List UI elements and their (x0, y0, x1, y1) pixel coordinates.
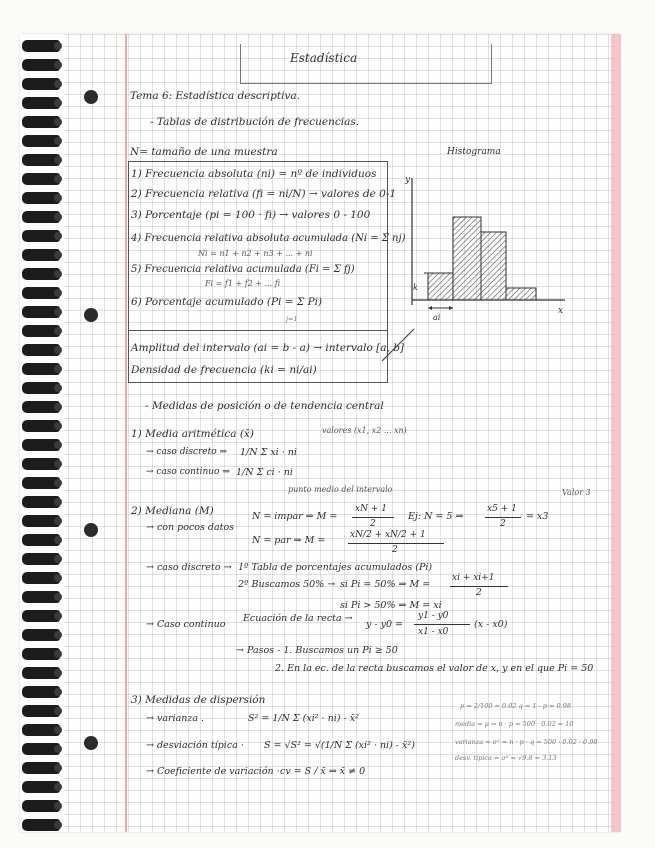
coeficiente-formula: cv = S / x̄ ⇒ x̄ ≠ 0 (280, 766, 366, 777)
caso-discreto-label: → caso discreto ⇒ (146, 447, 228, 457)
spiral-coil (22, 97, 60, 109)
pasos-step2: 2. En la ec. de la recta buscamos el valor de x, y en el que Pi = 50 (275, 663, 594, 674)
ecuacion-frac-top: y1 - y0 (418, 611, 449, 621)
caso-continuo-label: → caso continuo ⇒ (146, 467, 230, 477)
spiral-coil (22, 800, 60, 812)
spiral-coil (22, 401, 60, 413)
item-porcentaje-acumulado: 6) Porcentaje acumulado (Pi = Σ Pi) (131, 296, 323, 308)
spiral-coil (22, 382, 60, 394)
item-frecuencia-relativa-acumulada: 5) Frecuencia relativa acumulada (Fi = Σ fj) (131, 264, 355, 275)
page-edge (611, 34, 621, 832)
spiral-coil (22, 40, 60, 52)
impar-frac-top: xN + 1 (355, 504, 387, 514)
spiral-coil (22, 572, 60, 584)
histogram-k-label: k (413, 283, 418, 292)
spiral-coil (22, 116, 60, 128)
spiral-coil (22, 743, 60, 755)
amplitud-line: Amplitud del intervalo (ai = b - a) → intervalo [a, b] (131, 342, 405, 354)
spiral-coil (22, 344, 60, 356)
mediana-title: 2) Mediana (M) (131, 505, 214, 517)
spiral-coil (22, 515, 60, 527)
spiral-coil (22, 287, 60, 299)
desviacion-label: → desviación típica · (146, 740, 244, 751)
sub-formula-ni: Ni = n1 + n2 + n3 + ... + ni (198, 249, 313, 258)
spiral-coil (22, 781, 60, 793)
spiral-coil (22, 496, 60, 508)
histogram-y-label: y (405, 175, 411, 185)
si1-label: si Pi = 50% ⇒ M = (340, 579, 431, 590)
side-note: p = 2/100 = 0.02 q = 1 - p = 0.98 (460, 702, 572, 710)
tema-heading: Tema 6: Estadística descriptiva. (130, 90, 300, 102)
item-porcentaje: 3) Porcentaje (pi = 100 · fi) → valores 0 - 100 (131, 209, 371, 221)
spiral-coil (22, 173, 60, 185)
continuo-title: → Caso continuo (146, 619, 226, 630)
pointer-arrow (380, 325, 420, 365)
valor3-note: Valor 3 (562, 488, 591, 497)
si1-frac-top: xi + xi+1 (452, 573, 495, 583)
margin-line (125, 34, 127, 832)
n-definition: N= tamaño de una muestra (130, 146, 278, 158)
title-box (240, 44, 492, 84)
discreto-step1: 1º Tabla de porcentajes acumulados (Pi) (238, 562, 433, 573)
punch-hole (84, 90, 98, 104)
ecuacion-tail: (x - x0) (474, 619, 508, 630)
spiral-coil (22, 268, 60, 280)
spiral-coil (22, 135, 60, 147)
spiral-coil (22, 648, 60, 660)
spiral-coil (22, 420, 60, 432)
si2-label: si Pi > 50% ⇒ M = xi (340, 600, 442, 611)
page-title: Estadística (290, 51, 358, 65)
item-frecuencia-absoluta: 1) Frecuencia absoluta (ni) = nº de individuos (131, 168, 377, 180)
spiral-coil (22, 629, 60, 641)
pasos-step1: → Pasos - 1. Buscamos un Pi ≥ 50 (236, 645, 398, 656)
spiral-coil (22, 705, 60, 717)
discreto-step2: 2º Buscamos 50% → (238, 579, 336, 590)
spiral-coil (22, 819, 60, 831)
punch-hole (84, 736, 98, 750)
spiral-coil (22, 534, 60, 546)
spiral-coil (22, 610, 60, 622)
item-frecuencia-acumulada: 4) Frecuencia relativa absoluta acumulada (Ni = Σ nj) (131, 233, 406, 244)
ecuacion-frac-bottom: x1 - x0 (418, 627, 449, 637)
varianza-label: → varianza . (146, 713, 205, 724)
ejemplo-label: Ej: N = 5 ⇒ (408, 511, 464, 522)
impar-label: N = impar ⇒ M = (252, 511, 338, 522)
spiral-coil (22, 553, 60, 565)
histogram-sketch (400, 170, 575, 330)
spiral-coil (22, 306, 60, 318)
ecuacion-label: Ecuación de la recta → (243, 613, 353, 624)
spiral-coil (22, 325, 60, 337)
spiral-coil (22, 363, 60, 375)
ecuacion-formula: y - y0 = (366, 619, 404, 630)
dispersion-title: 3) Medidas de dispersión (131, 694, 266, 706)
spiral-coil (22, 59, 60, 71)
spiral-coil (22, 458, 60, 470)
spiral-coil (22, 762, 60, 774)
spiral-coil (22, 78, 60, 90)
histogram-x-label: x (558, 306, 564, 316)
media-title: 1) Media aritmética (x̄) (131, 428, 254, 440)
ejemplo-result: = x3 (526, 511, 549, 522)
punch-hole (84, 308, 98, 322)
spiral-coil (22, 230, 60, 242)
spiral-coil (22, 686, 60, 698)
spiral-coil (22, 591, 60, 603)
histogram-ai-label: ai (433, 313, 441, 322)
side-note: media = μ = n · p = 500 · 0.02 = 10 (455, 720, 574, 728)
formula-continuo: 1/N Σ ci · ni (236, 467, 293, 478)
side-note: varianza = σ² = n · p · q = 500 · 0.02 · 0.98 (455, 738, 598, 746)
histogram-label: Histograma (447, 147, 501, 157)
sub-formula-fi: Fi = f1 + f2 + ... fi (205, 279, 281, 288)
spiral-coil (22, 192, 60, 204)
spiral-coil (22, 249, 60, 261)
item-frecuencia-relativa: 2) Frecuencia relativa (fi = ni/N) → valores de 0-1 (131, 188, 397, 200)
varianza-formula: S² = 1/N Σ (xi² · ni) - x̄² (248, 713, 359, 724)
sigma-bottom-label: j=1 (286, 315, 298, 323)
tablas-heading: - Tablas de distribución de frecuencias. (150, 116, 360, 128)
formula-discreto: 1/N Σ xi · ni (240, 447, 297, 458)
ejemplo-frac-top: x5 + 1 (487, 504, 517, 514)
valores-note: valores (x1, x2 ... xn) (322, 426, 407, 435)
punch-hole (84, 523, 98, 537)
si1-frac-bottom: 2 (476, 588, 482, 598)
pocos-datos-label: → con pocos datos (146, 522, 235, 533)
medidas-heading: - Medidas de posición o de tendencia central (145, 400, 384, 412)
par-frac-top: xN/2 + xN/2 + 1 (350, 530, 426, 540)
spiral-coil (22, 154, 60, 166)
discreto-title: → caso discreto → (146, 562, 232, 573)
punto-medio-note: punto medio del intervalo (288, 485, 393, 494)
fraction-bar (414, 624, 470, 625)
spiral-coil (22, 211, 60, 223)
par-label: N = par ⇒ M = (252, 535, 326, 546)
impar-frac-bottom: 2 (370, 519, 376, 529)
densidad-line: Densidad de frecuencia (ki = ni/ai) (131, 364, 317, 376)
spiral-coil (22, 477, 60, 489)
spiral-coil (22, 724, 60, 736)
side-note: desv. típica = σ² = √9.8 = 3.13 (455, 754, 557, 762)
par-frac-bottom: 2 (392, 545, 398, 555)
desviacion-formula: S = √S² = √(1/N Σ (xi² · ni) - x̄²) (264, 740, 415, 751)
ejemplo-frac-bottom: 2 (500, 519, 506, 529)
coeficiente-label: → Coeficiente de variación · (146, 766, 280, 777)
spiral-coil (22, 667, 60, 679)
spiral-coil (22, 439, 60, 451)
box-divider (128, 330, 388, 331)
